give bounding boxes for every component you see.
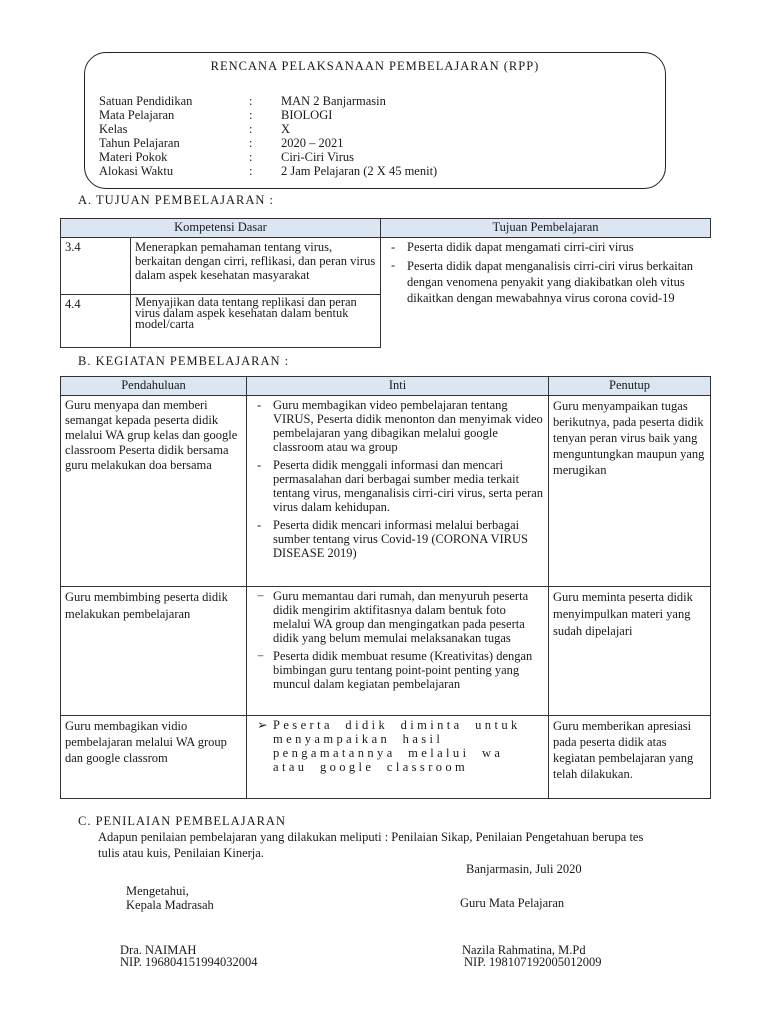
- inti-text: Peserta didik diminta untuk menyampaikan hasil pengamatannya melalui wa atau google classroom: [273, 718, 521, 774]
- rpp-header-box: [84, 52, 666, 189]
- list-item: [385, 258, 707, 306]
- pendahuluan-cell: Guru membimbing peserta didik melakukan pembelajaran: [61, 587, 247, 716]
- tujuan-header: Tujuan Pembelajaran: [381, 219, 711, 238]
- inti-cell: [247, 587, 549, 716]
- dash-bullet: -: [257, 518, 262, 532]
- dash-bullet: −: [257, 649, 265, 663]
- tujuan-list: [385, 240, 707, 306]
- penutup-header: Penutup: [549, 377, 711, 396]
- inti-list: [251, 718, 544, 774]
- tujuan-cell: [381, 238, 711, 348]
- tujuan-text: Peserta didik dapat mengamati cirri-ciri virus: [407, 240, 634, 254]
- right-signatory-title: Guru Mata Pelajaran: [460, 896, 565, 910]
- inti-text: Guru memantau dari rumah, dan menyuruh peserta didik mengirim aktifitasnya dalam bentuk foto melalui WA group dan mengingatkan pada peserta didik yang belum memulai melaksanakan tugas: [273, 589, 529, 645]
- identity-label: Mata Pelajaran: [99, 108, 175, 122]
- identity-label: Materi Pokok: [99, 150, 168, 164]
- dash-bullet: -: [391, 240, 396, 254]
- left-signatory-name: Dra. NAIMAH: [120, 943, 197, 957]
- kd-header: Kompetensi Dasar: [61, 219, 381, 238]
- table-row: [61, 587, 711, 716]
- identity-colon: :: [249, 94, 253, 108]
- dash-bullet: -: [257, 458, 262, 472]
- identity-colon: :: [249, 150, 253, 164]
- list-item: [251, 589, 544, 645]
- kegiatan-table: [60, 376, 711, 799]
- identity-label: Satuan Pendidikan: [99, 94, 193, 108]
- identity-colon: :: [249, 164, 253, 178]
- right-signatory-name: Nazila Rahmatina, M.Pd: [462, 943, 586, 957]
- left-signatory-line1: Mengetahui,: [126, 884, 189, 898]
- inti-cell: [247, 716, 549, 799]
- identity-value: MAN 2 Banjarmasin: [281, 94, 386, 108]
- inti-header: Inti: [247, 377, 549, 396]
- penutup-cell: Guru memberikan apresiasi pada peserta didik atas kegiatan pembelajaran yang telah dilakukan.: [549, 716, 711, 799]
- section-a-heading: A. TUJUAN PEMBELAJARAN :: [78, 193, 275, 207]
- identity-label: Tahun Pelajaran: [99, 136, 180, 150]
- table-header-row: [61, 219, 711, 238]
- identity-label: Kelas: [99, 122, 128, 136]
- penutup-cell: Guru meminta peserta didik menyimpulkan materi yang sudah dipelajari: [549, 587, 711, 716]
- identity-label: Alokasi Waktu: [99, 164, 174, 178]
- table-row: [61, 716, 711, 799]
- assessment-paragraph: Adapun penilaian pembelajaran yang dilakukan meliputi : Penilaian Sikap, Penilaian Pengetahuan berupa tes tulis atau kuis, Penilaian Kinerja.: [98, 830, 644, 860]
- pendahuluan-cell: Guru membagikan vidio pembelajaran melalui WA group dan google classrom: [61, 716, 247, 799]
- dash-bullet: -: [257, 398, 262, 412]
- penutup-cell: Guru menyampaikan tugas berikutnya, pada peserta didik tenyan peran virus baik yang menguntungkan maupun yang merugikan: [549, 396, 711, 587]
- section-b-heading: B. KEGIATAN PEMBELAJARAN :: [78, 354, 290, 368]
- list-item: [251, 458, 544, 514]
- identity-colon: :: [249, 136, 253, 150]
- kd-number: 3.4: [61, 238, 131, 295]
- inti-text: Guru membagikan video pembelajaran tentang VIRUS, Peserta didik menonton dan menyimak video pembelajaran yang dibagikan melalui google classroom atau wa group: [273, 398, 543, 454]
- list-item: [251, 518, 544, 560]
- tujuan-table: [60, 218, 711, 348]
- kd-text: Menyajikan data tentang replikasi dan peran virus dalam aspek kesehatan dalam bentuk model/carta: [131, 295, 381, 348]
- identity-value: 2020 – 2021: [281, 136, 344, 150]
- document-title: RENCANA PELAKSANAAN PEMBELAJARAN (RPP): [210, 59, 540, 73]
- inti-list: [251, 398, 544, 560]
- identity-value: 2 Jam Pelajaran (2 X 45 menit): [281, 164, 438, 178]
- inti-list: [251, 589, 544, 691]
- identity-value: BIOLOGI: [281, 108, 333, 122]
- pendahuluan-header: Pendahuluan: [61, 377, 247, 396]
- inti-text: Peserta didik menggali informasi dan mencari permasalahan dari berbagai sumber media terkait tentang virus, menganalisis cirri-ciri virus, serta peran virus dalam kehidupan.: [273, 458, 544, 514]
- place-date: Banjarmasin, Juli 2020: [466, 862, 582, 876]
- inti-text: Peserta didik membuat resume (Kreativitas) dengan bimbingan guru tentang point-point penting yang muncul dalam kegiatan pembelajaran: [273, 649, 533, 691]
- inti-cell: [247, 396, 549, 587]
- pendahuluan-cell: Guru menyapa dan memberi semangat kepada peserta didik melalui WA grup kelas dan google classroom Peserta didik bersama guru melakukan doa bersama: [61, 396, 247, 587]
- identity-value: X: [281, 122, 291, 136]
- table-header-row: [61, 377, 711, 396]
- dash-bullet: -: [391, 258, 396, 272]
- kd-number: 4.4: [61, 295, 131, 348]
- identity-colon: :: [249, 108, 253, 122]
- tujuan-text: Peserta didik dapat menganalisis cirri-ciri virus berkaitan dengan venomena penyakit yang diakibatkan oleh vitus dikaitkan dengan mewabahnya virus corona covid-19: [407, 259, 694, 305]
- list-item: [251, 718, 544, 774]
- right-signatory-nip: NIP. 198107192005012009: [464, 955, 602, 969]
- table-row: [61, 238, 711, 295]
- dash-bullet: −: [257, 589, 265, 603]
- identity-value: Ciri-Ciri Virus: [281, 150, 354, 164]
- left-signatory-nip: NIP. 196804151994032004: [120, 955, 258, 969]
- kd-text: Menerapkan pemahaman tentang virus, berkaitan dengan cirri, reflikasi, dan peran virus dalam aspek kesehatan masyarakat: [131, 238, 381, 295]
- arrow-bullet-icon: ➢: [257, 718, 268, 732]
- list-item: [251, 649, 544, 691]
- identity-colon: :: [249, 122, 253, 136]
- table-row: [61, 396, 711, 587]
- inti-text: Peserta didik mencari informasi melalui berbagai sumber tentang virus Covid-19 (CORONA VIRUS DISEASE 2019): [273, 518, 528, 560]
- list-item: [385, 240, 707, 254]
- section-c-heading: C. PENILAIAN PEMBELAJARAN: [78, 814, 286, 828]
- list-item: [251, 398, 544, 454]
- left-signatory-title: Kepala Madrasah: [126, 898, 214, 912]
